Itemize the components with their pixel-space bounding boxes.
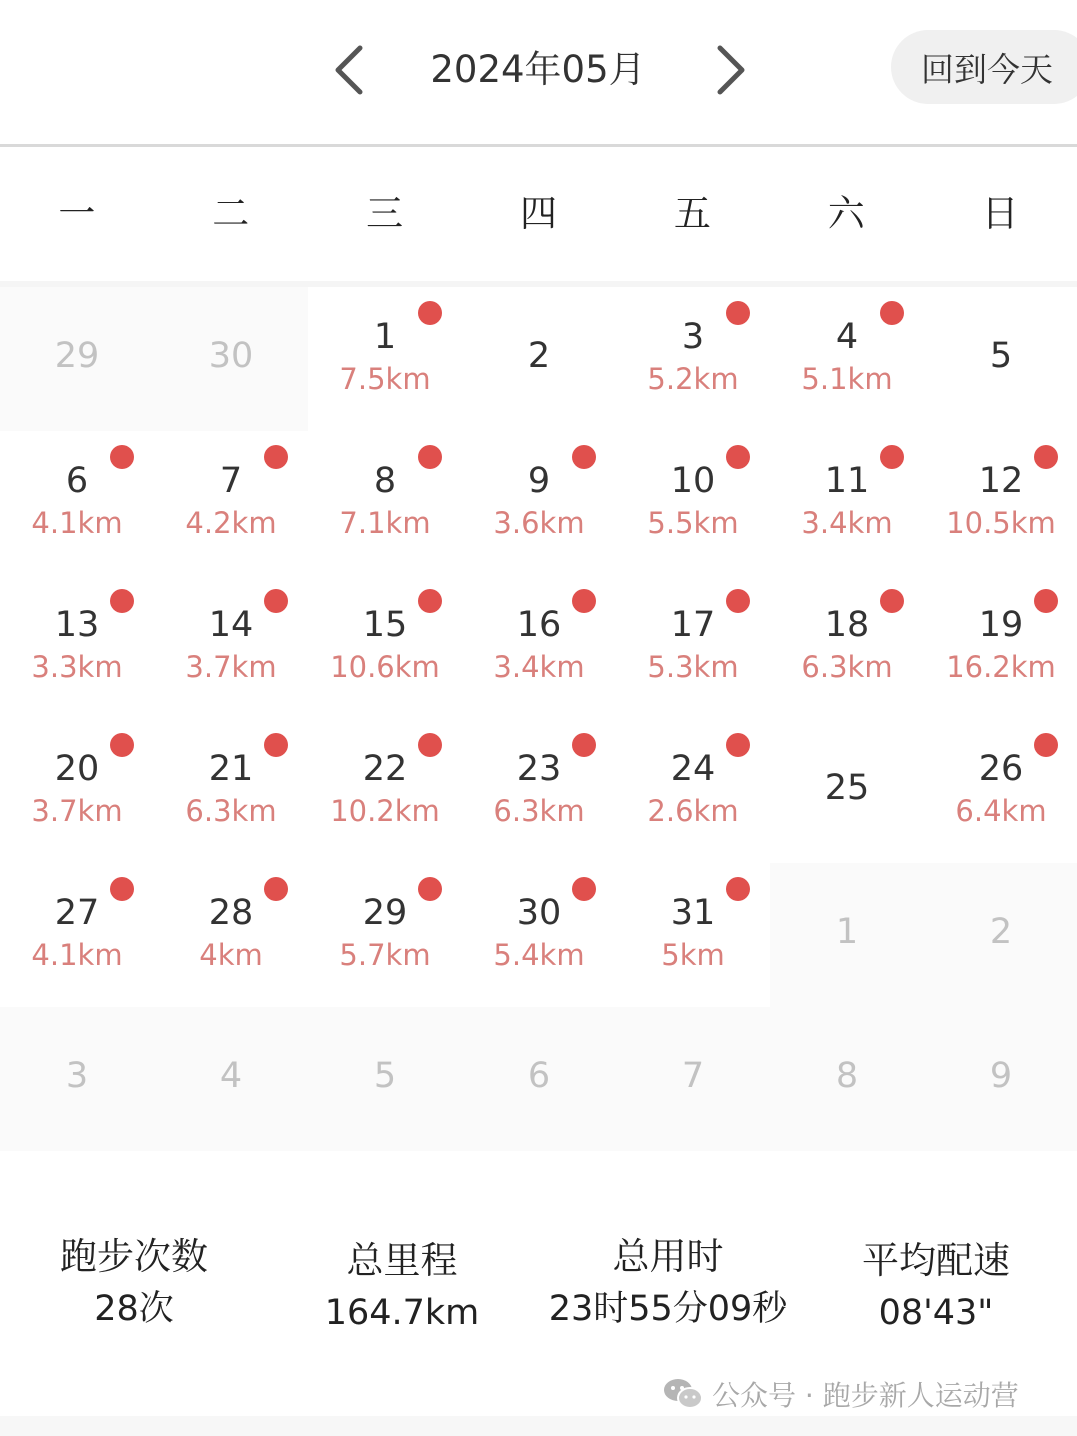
weekday-label: 四: [520, 192, 557, 235]
day-number: 6: [65, 461, 89, 501]
day-number: 1: [373, 317, 397, 357]
stat-value: 164.7km: [324, 1293, 480, 1333]
stat-run-count: [0, 1231, 268, 1335]
day-number: 15: [362, 605, 408, 645]
chevron-left-icon: [320, 40, 380, 100]
weekday-label: 二: [212, 192, 250, 235]
day-number: 5: [373, 1056, 397, 1096]
weekday-row: [0, 147, 1077, 281]
day-distance: 4.1km: [31, 938, 123, 972]
day-number: 16: [516, 605, 562, 645]
day-number: 23: [516, 749, 562, 789]
day-number: 8: [835, 1056, 859, 1096]
day-cell[interactable]: [154, 1007, 308, 1151]
day-number: 17: [670, 605, 716, 645]
day-cell[interactable]: [616, 431, 770, 575]
stat-value: 23时55分09秒: [548, 1289, 788, 1329]
day-cell[interactable]: [0, 575, 154, 719]
bottom-strip: [0, 1416, 1077, 1436]
watermark: [662, 1372, 1019, 1416]
day-number: 19: [978, 605, 1024, 645]
run-indicator-dot: [418, 301, 442, 325]
day-cell[interactable]: [616, 863, 770, 1007]
run-indicator-dot: [880, 589, 904, 613]
day-number: 24: [670, 749, 716, 789]
stat-total-time: [534, 1231, 802, 1335]
day-number: 3: [681, 317, 705, 357]
day-cell[interactable]: [462, 1007, 616, 1151]
chevron-right-icon: [700, 40, 760, 100]
day-cell[interactable]: [308, 1007, 462, 1151]
day-number: 30: [208, 336, 254, 376]
day-cell[interactable]: [0, 719, 154, 863]
run-indicator-dot: [264, 589, 288, 613]
day-distance: 3.3km: [31, 650, 123, 684]
day-distance: 3.4km: [801, 506, 893, 540]
day-cell[interactable]: [770, 719, 924, 863]
day-number: 29: [362, 893, 408, 933]
run-indicator-dot: [726, 877, 750, 901]
calendar-header: [0, 0, 1077, 144]
day-distance: 4.1km: [31, 506, 123, 540]
run-indicator-dot: [1034, 589, 1058, 613]
day-distance: 3.6km: [493, 506, 585, 540]
day-number: 27: [54, 893, 100, 933]
day-cell[interactable]: [0, 863, 154, 1007]
day-cell[interactable]: [770, 575, 924, 719]
run-indicator-dot: [418, 445, 442, 469]
day-cell[interactable]: [616, 1007, 770, 1151]
day-distance: 10.6km: [330, 650, 440, 684]
day-cell[interactable]: [308, 863, 462, 1007]
day-number: 8: [373, 461, 397, 501]
stat-total-distance: [268, 1235, 536, 1339]
run-indicator-dot: [110, 445, 134, 469]
day-number: 2: [527, 336, 551, 376]
day-distance: 5.1km: [801, 362, 893, 396]
day-number: 1: [835, 912, 859, 952]
day-cell[interactable]: [616, 719, 770, 863]
day-cell[interactable]: [308, 719, 462, 863]
day-cell[interactable]: [0, 287, 154, 431]
day-cell[interactable]: [924, 863, 1077, 1007]
day-cell[interactable]: [462, 719, 616, 863]
day-cell[interactable]: [462, 287, 616, 431]
day-distance: 16.2km: [946, 650, 1056, 684]
day-distance: 5.3km: [647, 650, 739, 684]
run-indicator-dot: [726, 733, 750, 757]
weekday-label: 六: [827, 192, 865, 235]
day-cell[interactable]: [462, 863, 616, 1007]
day-distance: 6.3km: [185, 794, 277, 828]
day-distance: 4km: [199, 938, 263, 972]
stat-value: 28次: [94, 1289, 174, 1329]
day-number: 30: [516, 893, 562, 933]
day-distance: 6.3km: [801, 650, 893, 684]
run-indicator-dot: [418, 877, 442, 901]
day-number: 11: [824, 461, 870, 501]
day-number: 2: [989, 912, 1013, 952]
run-indicator-dot: [572, 445, 596, 469]
day-cell[interactable]: [770, 1007, 924, 1151]
day-distance: 3.7km: [31, 794, 123, 828]
run-indicator-dot: [572, 733, 596, 757]
day-cell[interactable]: [924, 1007, 1077, 1151]
run-indicator-dot: [1034, 733, 1058, 757]
day-number: 21: [208, 749, 254, 789]
back-to-today-button[interactable]: 回到今天: [891, 30, 1077, 104]
day-number: 28: [208, 893, 254, 933]
day-distance: 5.2km: [647, 362, 739, 396]
monthly-summary: [0, 1151, 1077, 1371]
day-number: 4: [835, 317, 859, 357]
day-cell[interactable]: [0, 431, 154, 575]
day-number: 31: [670, 893, 716, 933]
month-title: 2024年05月: [430, 48, 646, 91]
day-cell[interactable]: [924, 431, 1077, 575]
weekday-label: 三: [366, 192, 404, 235]
day-cell[interactable]: [308, 287, 462, 431]
day-number: 25: [824, 768, 870, 808]
day-number: 26: [978, 749, 1024, 789]
day-distance: 5.4km: [493, 938, 585, 972]
day-cell[interactable]: [154, 431, 308, 575]
day-number: 9: [527, 461, 551, 501]
day-cell[interactable]: [616, 287, 770, 431]
day-distance: 7.5km: [339, 362, 431, 396]
run-indicator-dot: [726, 445, 750, 469]
day-cell[interactable]: [154, 863, 308, 1007]
run-indicator-dot: [110, 589, 134, 613]
stat-average-pace: [802, 1235, 1070, 1339]
calendar-grid: [0, 287, 1077, 1151]
day-number: 29: [54, 336, 100, 376]
day-number: 3: [65, 1056, 89, 1096]
run-indicator-dot: [110, 877, 134, 901]
day-distance: 3.4km: [493, 650, 585, 684]
day-distance: 2.6km: [647, 794, 739, 828]
day-cell[interactable]: [770, 431, 924, 575]
run-indicator-dot: [572, 589, 596, 613]
stat-value: 08'43": [878, 1293, 994, 1333]
day-cell[interactable]: [770, 287, 924, 431]
day-number: 6: [527, 1056, 551, 1096]
day-cell[interactable]: [154, 287, 308, 431]
wechat-icon: [662, 1376, 704, 1412]
day-cell[interactable]: [462, 431, 616, 575]
day-number: 20: [54, 749, 100, 789]
day-number: 12: [978, 461, 1024, 501]
day-distance: 6.3km: [493, 794, 585, 828]
stat-label: 总里程: [346, 1239, 458, 1282]
day-cell[interactable]: [616, 575, 770, 719]
day-cell[interactable]: [154, 719, 308, 863]
day-number: 18: [824, 605, 870, 645]
stat-label: 总用时: [612, 1235, 724, 1278]
run-indicator-dot: [880, 301, 904, 325]
day-cell[interactable]: [308, 431, 462, 575]
day-cell[interactable]: [924, 719, 1077, 863]
run-indicator-dot: [726, 301, 750, 325]
day-number: 13: [54, 605, 100, 645]
day-distance: 4.2km: [185, 506, 277, 540]
run-indicator-dot: [110, 733, 134, 757]
run-indicator-dot: [264, 733, 288, 757]
day-cell[interactable]: [924, 287, 1077, 431]
day-cell[interactable]: [308, 575, 462, 719]
day-number: 10: [670, 461, 716, 501]
day-distance: 10.2km: [330, 794, 440, 828]
day-cell[interactable]: [924, 575, 1077, 719]
day-distance: 6.4km: [955, 794, 1047, 828]
weekday-label: 一: [58, 192, 96, 235]
run-indicator-dot: [418, 733, 442, 757]
day-cell[interactable]: [770, 863, 924, 1007]
run-indicator-dot: [726, 589, 750, 613]
day-number: 9: [989, 1056, 1013, 1096]
next-month-button[interactable]: [700, 40, 760, 100]
day-number: 22: [362, 749, 408, 789]
day-distance: 5.7km: [339, 938, 431, 972]
run-indicator-dot: [264, 877, 288, 901]
day-distance: 3.7km: [185, 650, 277, 684]
day-cell[interactable]: [0, 1007, 154, 1151]
day-distance: 7.1km: [339, 506, 431, 540]
day-number: 7: [219, 461, 243, 501]
day-distance: 5.5km: [647, 506, 739, 540]
weekday-label: 日: [981, 192, 1019, 235]
day-cell[interactable]: [462, 575, 616, 719]
day-number: 5: [989, 336, 1013, 376]
weekday-label: 五: [673, 192, 711, 235]
stat-label: 跑步次数: [60, 1235, 208, 1278]
run-indicator-dot: [1034, 445, 1058, 469]
run-indicator-dot: [264, 445, 288, 469]
watermark-text: 公众号 · 跑步新人运动营: [712, 1379, 1019, 1412]
day-number: 14: [208, 605, 254, 645]
run-indicator-dot: [418, 589, 442, 613]
day-number: 7: [681, 1056, 705, 1096]
day-number: 4: [219, 1056, 243, 1096]
prev-month-button[interactable]: [320, 40, 380, 100]
run-indicator-dot: [880, 445, 904, 469]
day-cell[interactable]: [154, 575, 308, 719]
stat-label: 平均配速: [862, 1239, 1010, 1282]
run-indicator-dot: [572, 877, 596, 901]
day-distance: 5km: [661, 938, 725, 972]
day-distance: 10.5km: [946, 506, 1056, 540]
